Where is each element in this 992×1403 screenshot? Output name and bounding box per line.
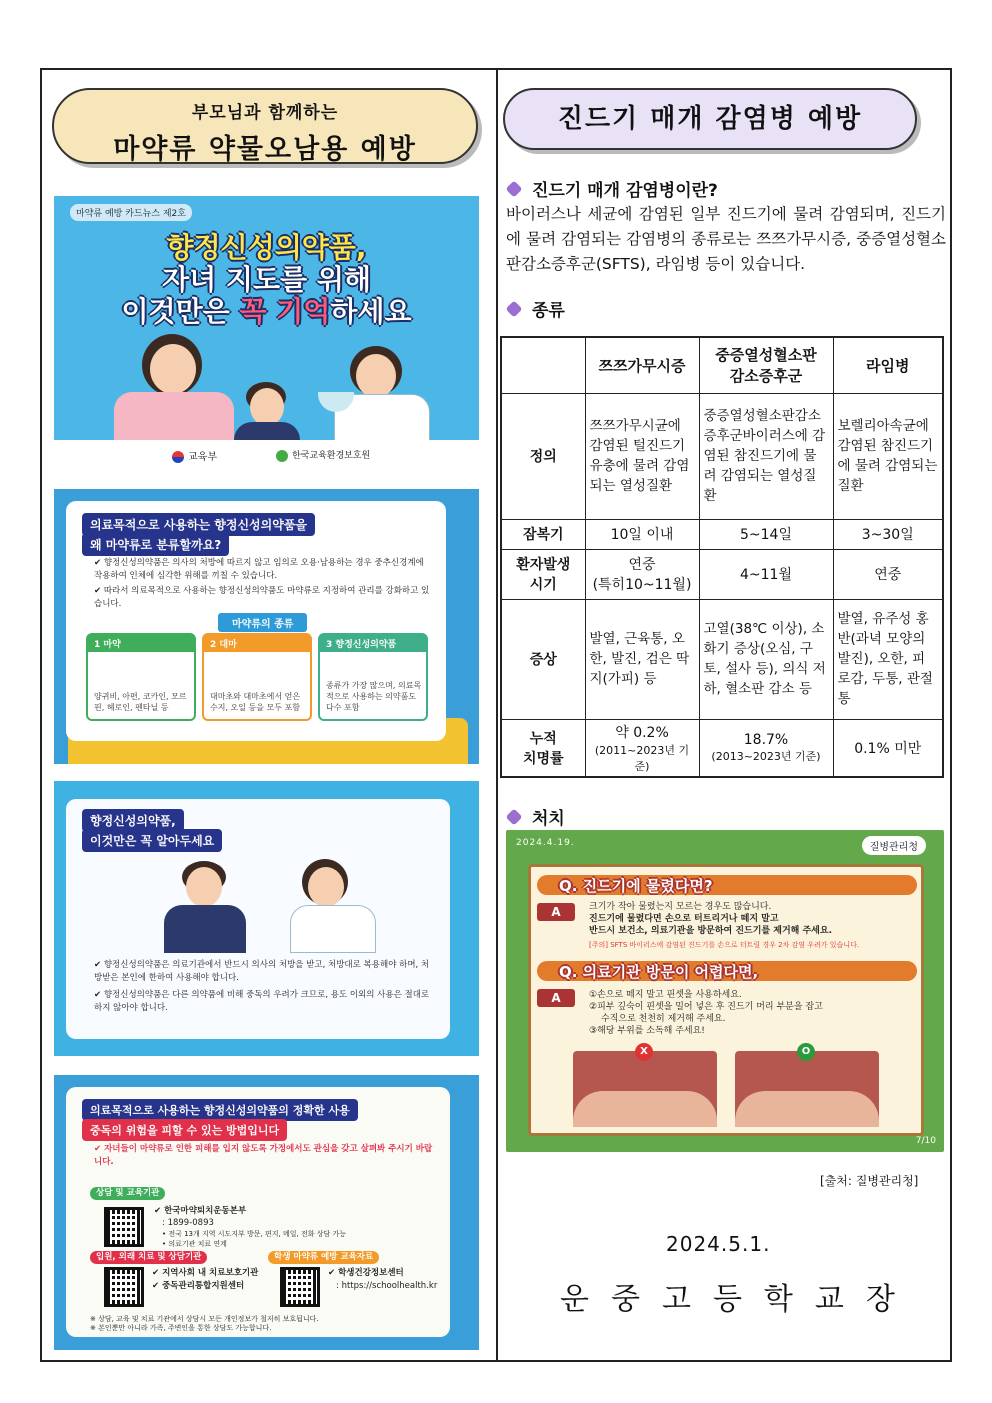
mother-face	[150, 344, 196, 394]
table-cell: 발열, 유주성 홍반(과녁 모양의 발진), 오한, 피로감, 두통, 관절통	[833, 599, 943, 719]
purple-bullet-icon	[506, 301, 523, 318]
kdca-logo: 질병관리청	[862, 836, 926, 855]
card4-text-1: ✔ 자녀들이 마약류로 인한 피해를 입지 않도록 가정에서도 관심을 갖고 살펴봐 주시기 바랍니다.	[94, 1144, 433, 1167]
card4-pill-1: 의료목적으로 사용하는 향정신성의약품의 정확한 사용	[82, 1099, 358, 1121]
drug-types-bar: 마약류의 종류	[218, 613, 307, 632]
card1-footer	[54, 440, 479, 472]
card-tag: 마약류 예방 카드뉴스 제2호	[70, 204, 192, 221]
qr-code-3[interactable]	[280, 1267, 320, 1307]
mother-body	[114, 392, 234, 442]
table-row	[501, 393, 943, 519]
purple-bullet-icon	[506, 181, 523, 198]
left-title-main: 마약류 약물오남용 예방	[113, 134, 417, 165]
doctor-face	[356, 354, 396, 398]
card3-pill-2: 이것만은 꼭 알아두세요	[82, 829, 222, 852]
column-divider	[496, 68, 498, 1362]
table-cell: 고열(38℃ 이상), 소화기 증상(오심, 구토, 설사 등), 의식 저하, 혈소판 감소 등	[699, 599, 833, 719]
row-label-season: 환자발생 시기	[501, 549, 585, 599]
left-title-badge	[52, 88, 478, 164]
row-label-incubation: 잠복기	[501, 519, 585, 549]
skin-shape	[735, 1091, 879, 1127]
treat-line-2: ✔ 중독관리통합지원센터	[152, 1281, 245, 1291]
edu-line-2: : https://schoolhealth.kr	[336, 1281, 438, 1291]
purple-bullet-icon	[506, 809, 523, 826]
row-label-fatality: 누적 치명률	[501, 719, 585, 777]
doctor-face	[308, 867, 344, 907]
tick-treatment-card	[506, 830, 944, 1152]
card4-pill-2: 중독의 위험을 피할 수 있는 방법입니다	[82, 1119, 287, 1141]
drug-box-cannabis: 2 대마 대마초와 대마초에서 얻은 수지, 오일 등을 모두 포함	[202, 633, 312, 721]
treatment-panel	[528, 864, 924, 1136]
consult-line-1: ✔ 한국마약퇴치운동본부	[154, 1206, 247, 1216]
table-header-row	[501, 337, 943, 393]
table-header-lyme: 라임병	[833, 337, 943, 393]
consult-line-4: • 의료기관 치료 연계	[162, 1240, 227, 1248]
card2-text-1: ✔ 향정신성의약품은 의사의 처방에 따르지 않고 임의로 오용·남용하는 경우 중추신경계에 작용하여 인체에 심각한 위해를 끼칠 수 있습니다.	[94, 558, 424, 581]
answer-1-line-2: 진드기에 물렸다면 손으로 터트리거나 떼지 말고	[589, 914, 779, 924]
card2-text-2: ✔ 따라서 의료목적으로 사용하는 향정신성의약품도 마약류로 지정하여 관리를 강화하고 있습니다.	[94, 586, 430, 609]
disease-table	[500, 336, 944, 778]
finger-shape	[573, 1091, 717, 1127]
card3-text-2: ✔ 향정신성의약품은 다른 의약품에 비해 중독의 우려가 크므로, 용도 이외의 사용은 절대로 하지 않아야 합니다.	[94, 990, 430, 1013]
card2-pill-1: 의료목적으로 사용하는 향정신성의약품을	[82, 513, 315, 536]
card4-note-1: ※ 상담, 교육 및 치료 기관에서 상담시 모든 개인정보가 철저히 보호됩니다.	[90, 1315, 319, 1323]
student-body	[234, 422, 300, 442]
x-mark-icon: X	[635, 1043, 653, 1061]
question-1: Q. 진드기에 물렸다면?	[559, 877, 713, 895]
answer-1-line-3: 반드시 보건소, 의료기관을 방문하여 진드기를 제거해 주세요.	[589, 926, 832, 936]
taegeuk-icon	[172, 451, 184, 463]
row-label-symptoms: 증상	[501, 599, 585, 719]
consult-heading: 상담 및 교육기관	[90, 1187, 165, 1200]
drug-box-psychotropic: 3 향정신성의약품 종류가 가장 많으며, 의료목적으로 사용하는 의약품도 다수 포함	[318, 633, 428, 721]
table-cell: 10일 이내	[585, 519, 699, 549]
row-label-definition: 정의	[501, 393, 585, 519]
student-body	[164, 905, 246, 953]
table-row	[501, 519, 943, 549]
edu-heading: 학생 마약류 예방 교육자료	[268, 1251, 379, 1264]
o-mark-icon: O	[797, 1043, 815, 1061]
right-title-badge: 진드기 매개 감염병 예방	[503, 88, 917, 150]
table-cell: 3~30일	[833, 519, 943, 549]
section-heading-types: 종류	[508, 296, 565, 321]
moe-logo: 교육부	[172, 448, 217, 463]
source-note: [출처: 질병관리청]	[820, 1174, 919, 1188]
table-cell: 0.1% 미만	[833, 719, 943, 777]
table-cell: 18.7% (2013~2023년 기준)	[699, 719, 833, 777]
card4-note-2: ※ 본인뿐만 아니라 가족, 주변인을 통한 상담도 가능합니다.	[90, 1324, 272, 1332]
left-title-sub: 부모님과 함께하는	[191, 103, 339, 123]
table-cell: 연중	[833, 549, 943, 599]
section-heading-treatment: 처치	[508, 804, 565, 829]
correct-removal-image	[735, 1046, 879, 1127]
card-news-2	[54, 489, 479, 764]
card-news-1	[54, 196, 479, 472]
answer-2-line-2: ②피부 깊숙이 핀셋을 밀어 넣은 후 진드기 머리 부분을 잡고	[589, 1002, 823, 1012]
definition-text: 바이러스나 세균에 감염된 일부 진드기에 물려 감염되며, 진드기에 물려 감염되는 감염병의 종류로는 쯔쯔가무시증, 중증열성혈소판감소증후군(SFTS), 라임병 등이 있습니다.	[506, 205, 946, 273]
table-cell: 쯔쯔가무시균에 감염된 털진드기 유충에 물려 감염되는 열성질환	[585, 393, 699, 519]
drug-box-narcotic: 1 마약 양귀비, 아편, 코카인, 모르핀, 헤로인, 펜타닐 등	[86, 633, 196, 721]
student-face	[250, 388, 284, 426]
answer-2-line-1: ①손으로 떼지 말고 핀셋을 사용하세요.	[589, 990, 742, 1000]
doctor-body	[290, 905, 376, 953]
table-row	[501, 549, 943, 599]
qr-code-1[interactable]	[104, 1207, 144, 1247]
card-page-number: 7/10	[915, 1136, 936, 1146]
keep-logo: 한국교육환경보호원	[276, 448, 370, 462]
card1-headline-3: 이것만은 꼭 기억하세요	[121, 295, 412, 328]
table-cell: 약 0.2% (2011~2023년 기준)	[585, 719, 699, 777]
table-header-sfts: 중증열성혈소판 감소증후군	[699, 337, 833, 393]
section-heading-definition: 진드기 매개 감염병이란?	[508, 176, 718, 201]
answer-badge-2: A	[537, 989, 575, 1007]
table-row	[501, 599, 943, 719]
student-face	[186, 867, 222, 907]
table-cell: 보렐리아속균에 감염된 참진드기에 물려 감염되는 질환	[833, 393, 943, 519]
card3-text-1: ✔ 향정신성의약품은 의료기관에서 반드시 의사의 처방을 받고, 처방대로 복용해야 하며, 처방받은 본인에 한하여 사용해야 합니다.	[94, 960, 430, 983]
card2-pill-2: 왜 마약류로 분류할까요?	[82, 533, 229, 556]
table-cell: 4~11월	[699, 549, 833, 599]
table-corner	[501, 337, 585, 393]
card-date: 2024.4.19.	[516, 838, 575, 848]
answer-2-line-3: 수직으로 천천히 제거해 주세요.	[601, 1014, 726, 1024]
question-2: Q. 의료기관 방문이 어렵다면,	[559, 963, 759, 981]
table-cell: 연중 (특히10~11월)	[585, 549, 699, 599]
answer-1-line-1: 크기가 작아 물렸는지 모르는 경우도 많습니다.	[589, 902, 772, 912]
card-news-4	[54, 1075, 479, 1350]
table-row	[501, 719, 943, 777]
table-cell: 중증열성혈소판감소증후군바이러스에 감염된 참진드기에 물려 감염되는 열성질환	[699, 393, 833, 519]
table-cell: 5~14일	[699, 519, 833, 549]
card1-headline-2: 자녀 지도를 위해	[162, 263, 371, 296]
card3-pill-1: 향정신성의약품,	[82, 809, 184, 832]
answer-2-line-4: ③해당 부위를 소독해 주세요!	[589, 1026, 705, 1036]
consult-line-2: : 1899-0893	[162, 1218, 214, 1228]
table-cell: 발열, 근육통, 오한, 발진, 검은 딱지(가피) 등	[585, 599, 699, 719]
answer-badge-1: A	[537, 903, 575, 921]
qr-code-2[interactable]	[104, 1267, 144, 1307]
issue-date: 2024.5.1.	[666, 1232, 771, 1256]
treat-heading: 입원, 외래 치료 및 상담기관	[90, 1251, 207, 1264]
wrong-removal-image	[573, 1046, 717, 1127]
leaf-icon	[276, 450, 288, 462]
answer-1-caution: [주의] SFTS 바이러스에 감염된 진드기를 손으로 터트릴 경우 2차 감염 우려가 있습니다.	[589, 941, 860, 949]
card1-headline-1: 향정신성의약품,	[166, 231, 367, 264]
edu-line-1: ✔ 학생건강정보센터	[328, 1268, 404, 1278]
school-principal: 운중고등학교장	[560, 1282, 917, 1317]
treat-line-1: ✔ 지역사회 내 치료보호기관	[152, 1268, 259, 1278]
consult-line-3: • 전국 13개 지역 시도지부 방문, 편지, 메일, 전화 상담 가능	[162, 1230, 346, 1238]
table-header-scrub: 쯔쯔가무시증	[585, 337, 699, 393]
card-news-3	[54, 781, 479, 1056]
